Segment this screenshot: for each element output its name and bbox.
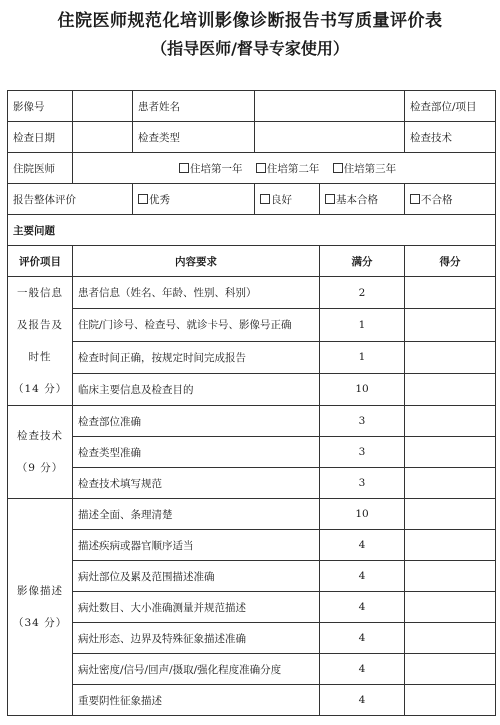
main-issues-label: 主要问题: [8, 215, 496, 246]
full-score: 4: [320, 561, 405, 592]
table-row: [8, 406, 496, 437]
content-requirement: 病灶部位及累及范围描述准确: [73, 561, 320, 592]
full-score: 3: [320, 406, 405, 437]
content-requirement: 检查时间正确，按规定时间完成报告: [73, 341, 320, 373]
content-requirement: 临床主要信息及检查目的: [73, 373, 320, 405]
category-label: （34 分）: [13, 617, 68, 629]
content-requirement: 住院/门诊号、检查号、就诊卡号、影像号正确: [73, 309, 320, 341]
exam-tech-label: 检查技术: [405, 122, 496, 153]
table-row: [8, 654, 496, 685]
checkbox-icon[interactable]: [260, 194, 270, 204]
info-row-2: [8, 122, 496, 153]
exam-type-field[interactable]: [255, 122, 405, 153]
score-input[interactable]: [405, 277, 496, 309]
table-row: [8, 592, 496, 623]
table-row: [8, 277, 496, 309]
score-input[interactable]: [405, 654, 496, 685]
content-requirement: 描述全面、条理清楚: [73, 499, 320, 530]
checkbox-icon[interactable]: [179, 163, 189, 173]
header-item: 评价项目: [8, 246, 73, 277]
score-input[interactable]: [405, 499, 496, 530]
category-cell: [8, 277, 73, 406]
table-row: [8, 468, 496, 499]
checkbox-icon[interactable]: [333, 163, 343, 173]
full-score: 4: [320, 623, 405, 654]
score-input[interactable]: [405, 530, 496, 561]
score-input[interactable]: [405, 468, 496, 499]
score-input[interactable]: [405, 309, 496, 341]
score-input[interactable]: [405, 341, 496, 373]
category-label: 及报告及: [17, 319, 63, 331]
category-cell: [8, 406, 73, 499]
table-row: [8, 623, 496, 654]
form-subtitle: （指导医师/督导专家使用）: [151, 39, 349, 58]
full-score: 2: [320, 277, 405, 309]
checkbox-icon[interactable]: [138, 194, 148, 204]
content-requirement: 病灶形态、边界及特殊征象描述准确: [73, 623, 320, 654]
content-requirement: 检查部位准确: [73, 406, 320, 437]
patient-name-field[interactable]: [255, 91, 405, 122]
header-content: 内容要求: [73, 246, 320, 277]
checkbox-icon[interactable]: [256, 163, 266, 173]
content-requirement: 病灶密度/信号/回声/摄取/强化程度准确分度: [73, 654, 320, 685]
table-row: [8, 341, 496, 373]
checkbox-icon[interactable]: [325, 194, 335, 204]
header-full: 满分: [320, 246, 405, 277]
resident-year-option[interactable]: 住培第一年: [179, 161, 243, 176]
overall-row: [8, 184, 496, 215]
score-input[interactable]: [405, 623, 496, 654]
category-label: （9 分）: [16, 462, 64, 474]
table-row: [8, 499, 496, 530]
category-label: （14 分）: [13, 383, 68, 395]
score-input[interactable]: [405, 437, 496, 468]
exam-type-label: 检查类型: [133, 122, 255, 153]
header-row: [8, 246, 496, 277]
overall-option[interactable]: 不合格: [405, 184, 496, 215]
content-requirement: 检查类型准确: [73, 437, 320, 468]
full-score: 4: [320, 654, 405, 685]
table-row: [8, 373, 496, 405]
table-row: [8, 309, 496, 341]
table-row: [8, 685, 496, 716]
resident-row: [8, 153, 496, 184]
form-title: 住院医师规范化培训影像诊断报告书写质量评价表: [57, 11, 443, 31]
content-requirement: 病灶数目、大小准确测量并规范描述: [73, 592, 320, 623]
table-row: [8, 561, 496, 592]
score-input[interactable]: [405, 561, 496, 592]
content-requirement: 描述疾病或器官顺序适当: [73, 530, 320, 561]
category-label: 时性: [28, 351, 52, 363]
score-input[interactable]: [405, 406, 496, 437]
full-score: 3: [320, 468, 405, 499]
score-input[interactable]: [405, 373, 496, 405]
full-score: 1: [320, 309, 405, 341]
full-score: 10: [320, 373, 405, 405]
full-score: 4: [320, 685, 405, 716]
exam-date-label: 检查日期: [8, 122, 73, 153]
table-row: [8, 530, 496, 561]
category-label: 影像描述: [17, 585, 63, 597]
full-score: 1: [320, 341, 405, 373]
overall-option[interactable]: 基本合格: [320, 184, 405, 215]
full-score: 10: [320, 499, 405, 530]
content-requirement: 检查技术填写规范: [73, 468, 320, 499]
overall-label: 报告整体评价: [8, 184, 133, 215]
full-score: 4: [320, 530, 405, 561]
evaluation-table: [7, 90, 496, 716]
overall-option[interactable]: 良好: [255, 184, 320, 215]
resident-label: 住院医师: [8, 153, 73, 184]
content-requirement: 患者信息（姓名、年龄、性别、科别）: [73, 277, 320, 309]
score-input[interactable]: [405, 685, 496, 716]
header-score: 得分: [405, 246, 496, 277]
category-label: 检查技术: [17, 430, 63, 442]
info-row-1: [8, 91, 496, 122]
table-row: [8, 437, 496, 468]
image-no-label: 影像号: [8, 91, 73, 122]
image-no-field[interactable]: [73, 91, 133, 122]
resident-year-option[interactable]: 住培第二年: [256, 161, 320, 176]
checkbox-icon[interactable]: [410, 194, 420, 204]
full-score: 4: [320, 592, 405, 623]
content-requirement: 重要阴性征象描述: [73, 685, 320, 716]
exam-date-field[interactable]: [73, 122, 133, 153]
resident-year-option[interactable]: 住培第三年: [333, 161, 397, 176]
resident-year-options: [73, 153, 496, 184]
category-label: 一般信息: [17, 287, 63, 299]
score-input[interactable]: [405, 592, 496, 623]
patient-name-label: 患者姓名: [133, 91, 255, 122]
main-issues-row: [8, 215, 496, 246]
exam-site-label: 检查部位/项目: [405, 91, 496, 122]
overall-option[interactable]: 优秀: [133, 184, 255, 215]
full-score: 3: [320, 437, 405, 468]
category-cell: [8, 499, 73, 716]
